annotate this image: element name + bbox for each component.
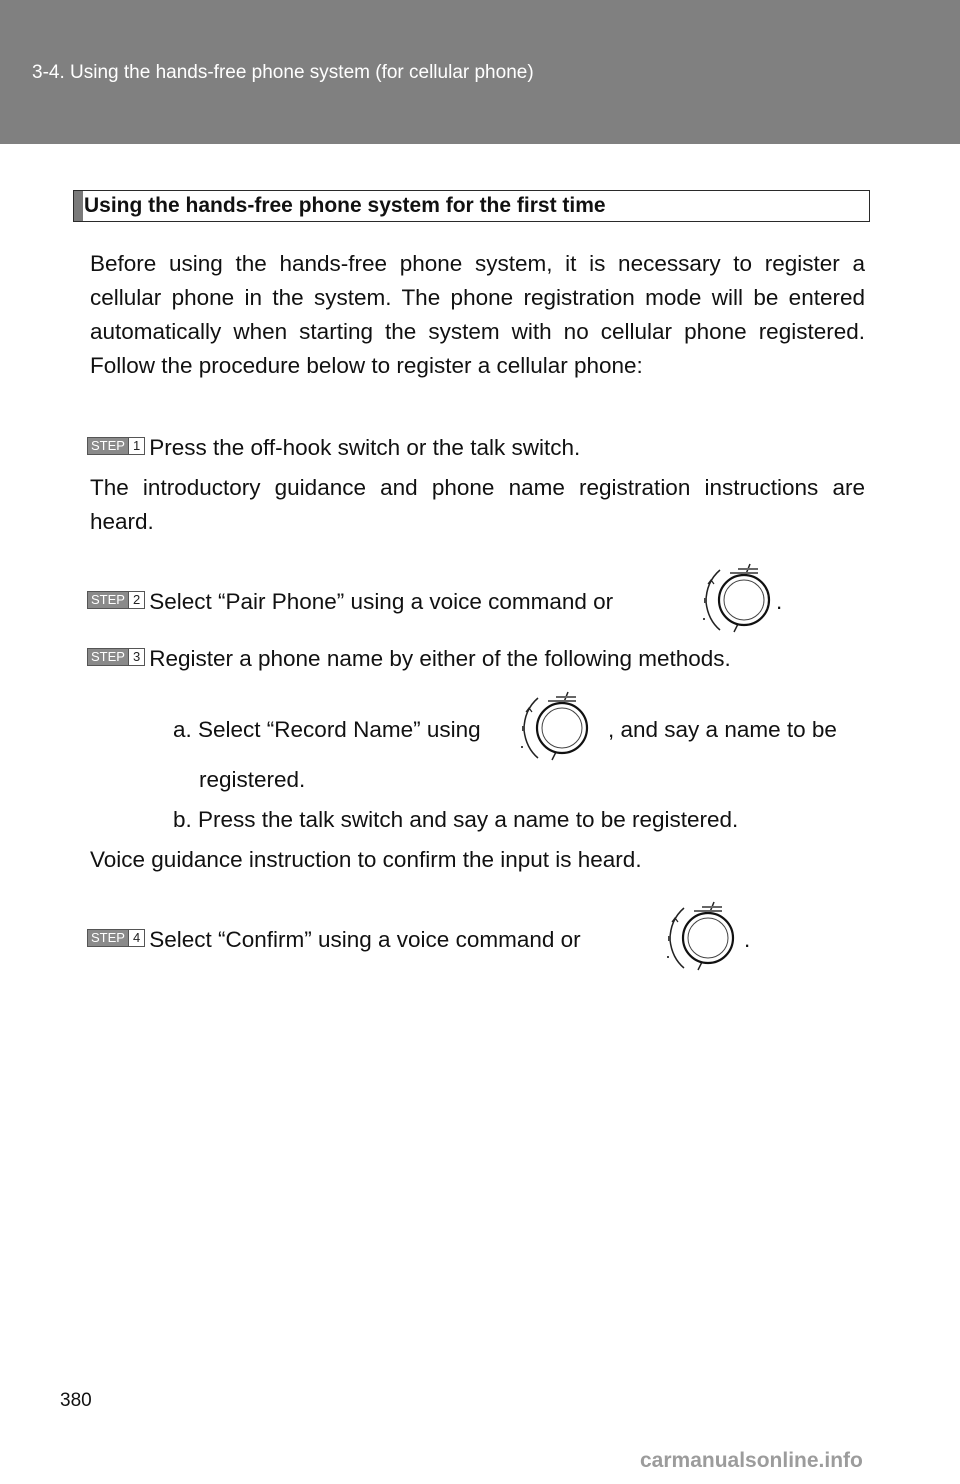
step-badge: STEP 3	[87, 648, 145, 666]
step-1-note: The introductory guidance and phone name registration instructions are heard.	[90, 475, 865, 534]
step-badge: STEP 2	[87, 591, 145, 609]
step-3	[87, 642, 731, 676]
section-heading-box	[73, 190, 870, 222]
breadcrumb: 3-4. Using the hands-free phone system (for cellular phone)	[32, 62, 534, 83]
step-4-period: .	[744, 927, 751, 952]
step-3-note: Voice guidance instruction to confirm the input is heard.	[90, 847, 642, 872]
method-b-text: b. Press the talk switch and say a name to be registered.	[173, 807, 739, 832]
tune-scroll-knob-icon	[518, 688, 592, 764]
method-a-text-after: , and say a name to be	[608, 717, 837, 742]
step-2	[87, 585, 613, 619]
step-2-period: .	[776, 589, 783, 614]
section-heading-bar	[74, 191, 83, 221]
section-title: Using the hands-free phone system for the first time	[84, 194, 606, 217]
step-badge: STEP 4	[87, 929, 145, 947]
method-a-text: a. Select “Record Name” using	[173, 717, 481, 742]
step-4	[87, 923, 581, 957]
step-1	[87, 431, 580, 465]
step-3-text: Register a phone name by either of the following methods.	[149, 646, 731, 671]
step-4-text: Select “Confirm” using a voice command or	[149, 927, 581, 952]
page-number: 380	[60, 1390, 92, 1411]
tune-scroll-knob-icon	[664, 898, 738, 974]
step-1-text: Press the off-hook switch or the talk switch.	[149, 435, 581, 460]
header-band	[0, 0, 960, 144]
intro-paragraph: Before using the hands-free phone system, it is necessary to register a cellular phone in the system. The phone registration mode will be entered automatically when starting the system with no cellular phone registered. Follow the procedure below to register a cellular phone:	[90, 251, 865, 378]
step-badge: STEP 1	[87, 437, 145, 455]
tune-scroll-knob-icon	[700, 560, 774, 636]
step-2-text: Select “Pair Phone” using a voice command or	[149, 589, 614, 614]
watermark: carmanualsonline.info	[640, 1449, 863, 1472]
method-a-continuation: registered.	[199, 767, 306, 792]
